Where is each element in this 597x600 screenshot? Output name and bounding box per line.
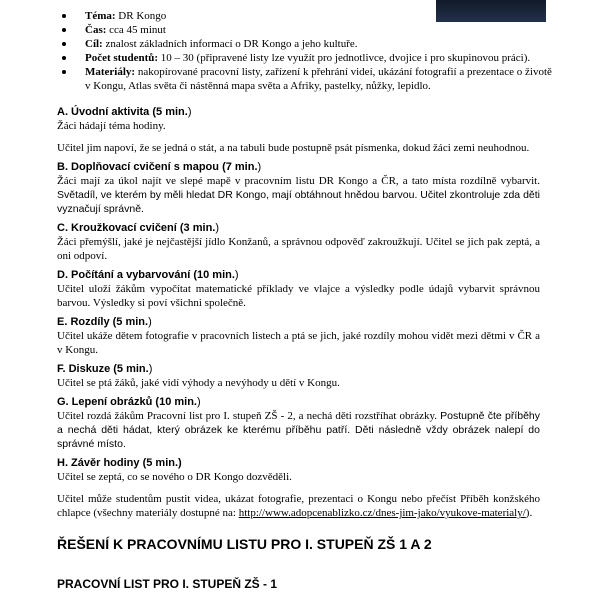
- paragraph: Učitel ukáže dětem fotografie v pracovních listech a ptá se jich, jaké rozdíly mohou vidět mezi dětmi v ČR a v Kongu.: [57, 330, 540, 356]
- info-time: Čas: cca 45 minut: [57, 23, 557, 37]
- info-materials: Materiály: nakopírované pracovní listy, zařízení k přehrání videí, ukázání fotografií a prezentace o životě v Kongu, Atlas světa či nástěnná mapa světa a Afriky, pastelky, nůžky, lepidlo.: [57, 65, 557, 93]
- section-h: [57, 456, 540, 520]
- paragraph: Učitel jim napoví, že se jedná o stát, a na tabuli bude postupně psát písmenka, dokud žáci zemi neuhodnou.: [57, 142, 530, 154]
- section-title: G. Lepení obrázků (10 min.): [57, 396, 201, 408]
- section-title: H. Závěr hodiny (5 min.): [57, 457, 182, 469]
- section-title: B. Doplňovací cvičení s mapou (7 min.): [57, 161, 262, 173]
- paragraph: Učitel může studentům pustit videa, ukázat fotografie, prezentaci o Kongu nebo přečíst Příběh konžského chlapce (všechny materiály dostupné na: http://www.adopcenablizko.cz/dnes-jim-jako/vyukove-materialy/).: [57, 493, 540, 519]
- section-e: [57, 315, 540, 357]
- paragraph: Žáci hádají téma hodiny.: [57, 120, 166, 132]
- section-title: C. Kroužkovací cvičení (3 min.): [57, 222, 220, 234]
- paragraph: Žáci přemýšlí, jaké je nejčastější jídlo Konžanů, a správnou odpověď zakroužkují. Učitel se jich pak zeptá, a oni odpoví.: [57, 236, 540, 262]
- section-title: A. Úvodní aktivita (5 min.): [57, 106, 192, 118]
- paragraph: Žáci mají za úkol najít ve slepé mapě v pracovním listu DR Kongo a ČR, a tato místa rozdílně vybarvit. Světadíl, ve kterém by měli hledat DR Kongo, mají obtáhnout hnědou barvou. Učitel zkontroluje zda děti vyznačují správně.: [57, 175, 540, 215]
- info-goal: Cíl: znalost základních informací o DR Kongo a jeho kultuře.: [57, 37, 557, 51]
- section-c: [57, 221, 540, 263]
- section-f: [57, 362, 540, 390]
- info-topic: Téma: DR Kongo: [57, 9, 557, 23]
- section-title: E. Rozdíly (5 min.): [57, 316, 152, 328]
- section-g: [57, 395, 540, 451]
- lesson-plan: [57, 105, 540, 525]
- section-b: [57, 160, 540, 216]
- paragraph: Učitel se zeptá, co se nového o DR Kongo dozvěděli.: [57, 471, 292, 483]
- section-a: [57, 105, 540, 155]
- paragraph: Učitel uloží žákům vypočítat matematické příklady ve vlajce a výsledky podle údajů vybarvit správnou barvou. Výsledky si poví všichni společně.: [57, 283, 540, 309]
- paragraph: Učitel rozdá žákům Pracovní list pro I. stupeň ZŠ - 2, a nechá děti rozstříhat obrázky. Postupně čte příběhy a nechá děti hádat, který obrázek ke kterému příběhu patří. Děti následně vždy obrázek nalepí do správné místo.: [57, 410, 541, 450]
- worksheet-heading: PRACOVNÍ LIST PRO I. STUPEŇ ZŠ - 1: [57, 577, 278, 591]
- info-students: Počet studentů: 10 – 30 (připravené listy lze využít pro jednotlivce, dvojice i pro skupinovou práci).: [57, 51, 557, 65]
- solution-heading: ŘEŠENÍ K PRACOVNÍMU LISTU PRO I. STUPEŇ ZŠ 1 A 2: [57, 536, 432, 552]
- materials-link[interactable]: http://www.adopcenablizko.cz/dnes-jim-jako/vyukove-materialy/: [238, 507, 526, 519]
- lesson-info-list: [57, 9, 557, 93]
- section-d: [57, 268, 540, 310]
- section-title: F. Diskuze (5 min.): [57, 363, 153, 375]
- paragraph: Učitel se ptá žáků, jaké vidí výhody a nevýhody u dětí v Kongu.: [57, 377, 340, 389]
- section-title: D. Počítání a vybarvování (10 min.): [57, 269, 239, 281]
